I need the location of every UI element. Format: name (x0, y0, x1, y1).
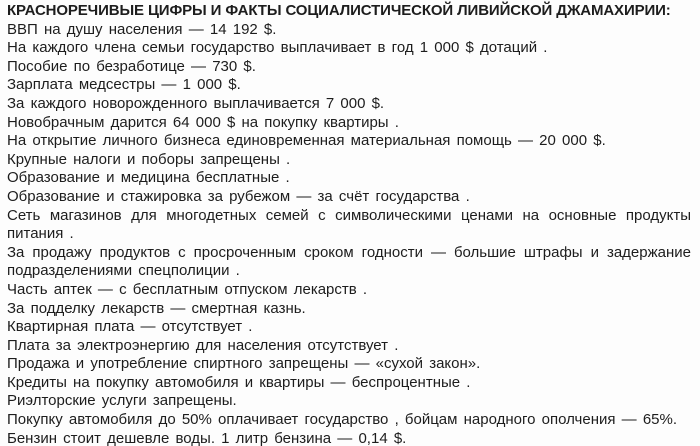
fact-line: Образование и стажировка за рубежом — за счёт государства . (7, 187, 470, 205)
fact-line: Продажа и употребление спиртного запрещены — «сухой закон». (7, 355, 481, 373)
fact-line: Крупные налоги и поборы запрещены . (7, 150, 291, 168)
fact-line: Риэлторские услуги запрещены. (7, 392, 237, 410)
fact-line: ВВП на душу населения — 14 192 $. (7, 20, 277, 38)
fact-line: На каждого члена семьи государство выплачивает в год 1 000 $ дотаций . (7, 39, 548, 57)
page-title: КРАСНОРЕЧИВЫЕ ЦИФРЫ И ФАКТЫ СОЦИАЛИСТИЧЕСКОЙ ЛИВИЙСКОЙ ДЖАМАХИРИИ: (7, 2, 671, 19)
fact-line: Новобрачным дарится 64 000 $ на покупку квартиры . (7, 113, 399, 131)
fact-line: За каждого новорожденного выплачивается 7 000 $. (7, 94, 385, 112)
fact-line: На открытие личного бизнеса единовременная материальная помощь — 20 000 $. (7, 132, 606, 150)
fact-line: Квартирная плата — отсутствует . (7, 318, 253, 336)
fact-line: За продажу продуктов с просроченным сроком годности — большие штрафы и задержание подразделениями спецполиции . (7, 243, 691, 280)
fact-line: Плата за электроэнергию для населения отсутствует . (7, 336, 399, 354)
fact-line: Сеть магазинов для многодетных семей с символическими ценами на основные продукты питания . (7, 206, 691, 243)
fact-line: Покупку автомобиля до 50% оплачивает государство , бойцам народного ополчения — 65%. (7, 411, 678, 429)
fact-list (7, 21, 691, 446)
fact-line: За подделку лекарств — смертная казнь. (7, 299, 306, 317)
fact-line: Часть аптек — с бесплатным отпуском лекарств . (7, 280, 368, 298)
fact-line: Бензин стоит дешевле воды. 1 литр бензина — 0,14 $. (7, 429, 407, 446)
fact-line: Образование и медицина бесплатные . (7, 169, 290, 187)
fact-line: Зарплата медсестры — 1 000 $. (7, 76, 241, 94)
fact-line: Пособие по безработице — 730 $. (7, 57, 256, 75)
fact-line: Кредиты на покупку автомобиля и квартиры — беспроцентные . (7, 373, 471, 391)
